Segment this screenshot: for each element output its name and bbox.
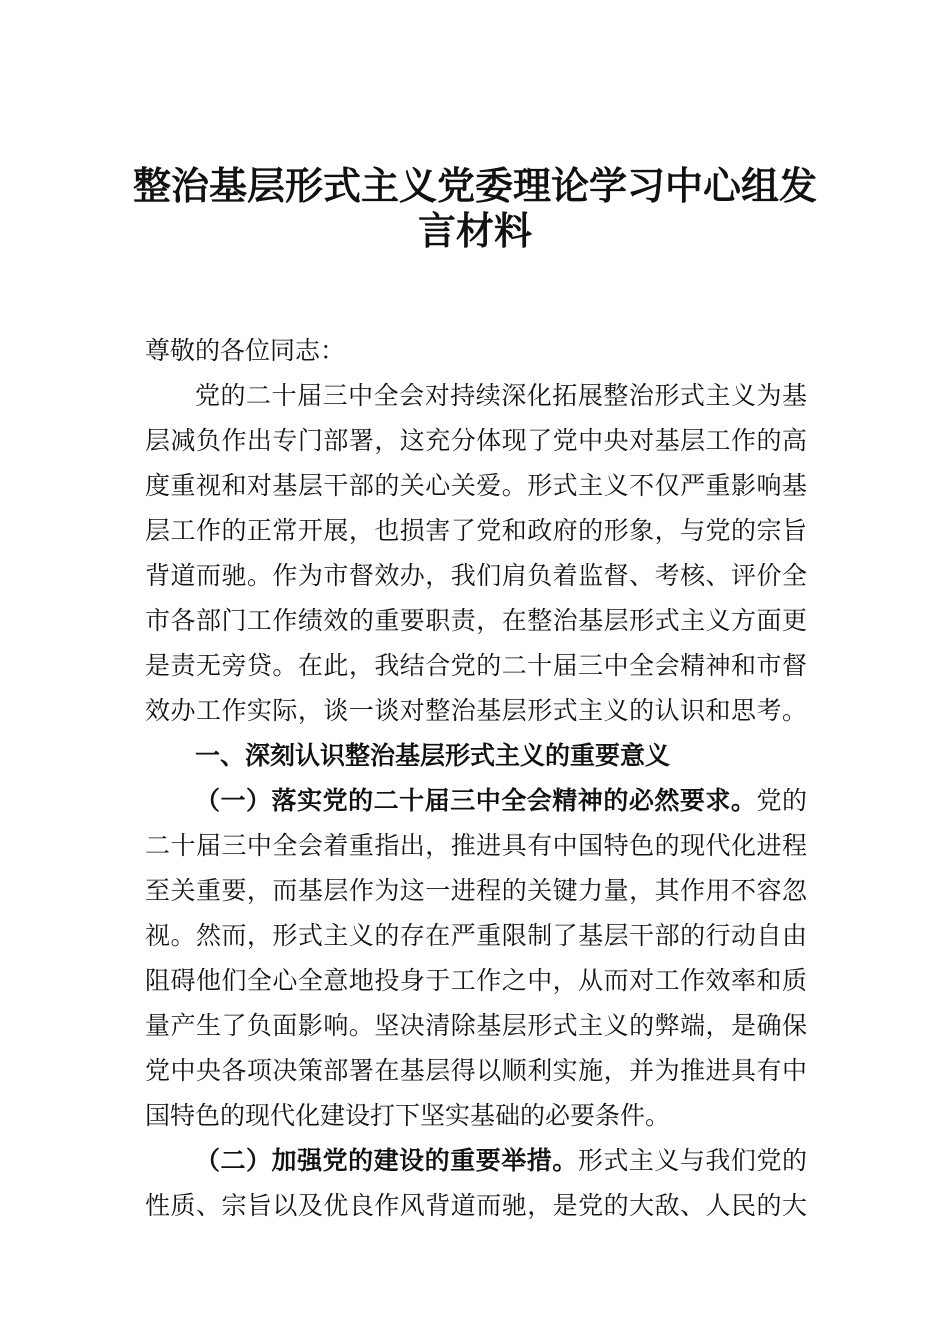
section-1-line-7: 党中央各项决策部署在基层得以顺利实施，并为推进具有中 bbox=[145, 1056, 807, 1085]
section-2-line-1 bbox=[195, 1146, 807, 1176]
paragraph-1-line-1: 党的二十届三中全会对持续深化拓展整治形式主义为基 bbox=[195, 381, 807, 410]
document-title-line-1: 整治基层形式主义党委理论学习中心组发 bbox=[132, 163, 817, 208]
section-2-line-1-rest: 形式主义与我们党的 bbox=[577, 1146, 807, 1175]
section-1-line-8: 国特色的现代化建设打下坚实基础的必要条件。 bbox=[145, 1101, 671, 1130]
section-1-line-5: 阻碍他们全心全意地投身于工作之中，从而对工作效率和质 bbox=[145, 966, 807, 995]
section-2-sub-heading: （二）加强党的建设的重要举措。 bbox=[195, 1146, 578, 1175]
section-1-line-3: 至关重要，而基层作为这一进程的关键力量，其作用不容忽 bbox=[145, 876, 807, 905]
section-2-line-2: 性质、宗旨以及优良作风背道而驰，是党的大敌、人民的大 bbox=[145, 1191, 807, 1220]
section-1-sub-heading: （一）落实党的二十届三中全会精神的必然要求。 bbox=[195, 786, 757, 815]
paragraph-1-line-2: 层减负作出专门部署，这充分体现了党中央对基层工作的高 bbox=[145, 426, 807, 455]
paragraph-1-line-8: 效办工作实际，谈一谈对整治基层形式主义的认识和思考。 bbox=[145, 696, 807, 725]
paragraph-1-line-4: 层工作的正常开展，也损害了党和政府的形象，与党的宗旨 bbox=[145, 516, 807, 545]
section-1-line-1-rest: 党的 bbox=[756, 786, 807, 815]
document-title-line-2: 言材料 bbox=[417, 208, 532, 253]
section-1-line-6: 量产生了负面影响。坚决清除基层形式主义的弊端，是确保 bbox=[145, 1011, 807, 1040]
paragraph-1-line-5: 背道而驰。作为市督效办，我们肩负着监督、考核、评价全 bbox=[145, 561, 807, 590]
salutation: 尊敬的各位同志： bbox=[145, 336, 346, 365]
section-1-line-4: 视。然而，形式主义的存在严重限制了基层干部的行动自由 bbox=[145, 921, 807, 950]
paragraph-1-line-7: 是责无旁贷。在此，我结合党的二十届三中全会精神和市督 bbox=[145, 651, 807, 680]
section-1-line-1 bbox=[195, 786, 807, 816]
section-1-line-2: 二十届三中全会着重指出，推进具有中国特色的现代化进程 bbox=[145, 831, 807, 860]
paragraph-1-line-6: 市各部门工作绩效的重要职责，在整治基层形式主义方面更 bbox=[145, 606, 807, 635]
paragraph-1-line-3: 度重视和对基层干部的关心关爱。形式主义不仅严重影响基 bbox=[145, 471, 807, 500]
section-heading-1: 一、深刻认识整治基层形式主义的重要意义 bbox=[195, 741, 671, 770]
